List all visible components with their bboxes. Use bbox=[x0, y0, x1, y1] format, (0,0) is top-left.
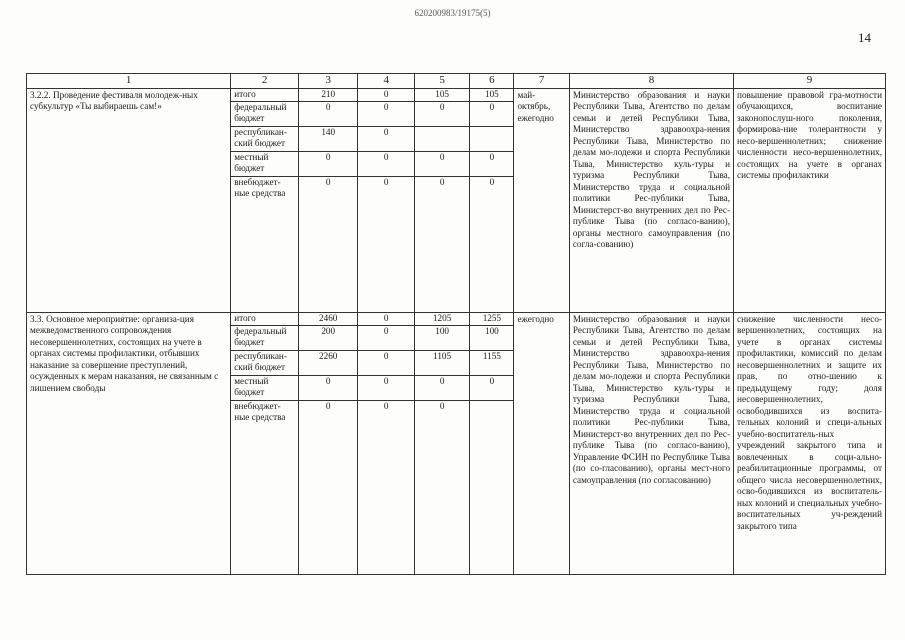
col5-values bbox=[414, 312, 469, 574]
cell-value: 0 bbox=[415, 102, 469, 127]
col-header: 2 bbox=[231, 74, 299, 89]
cell-value: 0 bbox=[358, 152, 413, 177]
cell-value: 0 bbox=[358, 376, 413, 401]
cell-value: 0 bbox=[325, 400, 331, 411]
cell-value: 0 bbox=[358, 127, 413, 152]
cell-value: 0 bbox=[470, 376, 513, 401]
source-label: местный бюджет bbox=[231, 376, 298, 401]
col-header: 3 bbox=[298, 74, 358, 89]
cell-value: 0 bbox=[358, 351, 413, 376]
cell-value: 1105 bbox=[415, 351, 469, 376]
source-label: федеральный бюджет bbox=[231, 102, 298, 127]
cell-value: 0 bbox=[358, 326, 413, 351]
col6-values bbox=[470, 312, 514, 574]
funding-sources bbox=[231, 88, 299, 312]
cell-value: 0 bbox=[439, 176, 445, 187]
cell-value: 0 bbox=[383, 400, 389, 411]
cell-value: 0 bbox=[358, 102, 413, 127]
cell-value: 0 bbox=[415, 376, 469, 401]
source-label: внебюджет-ные средства bbox=[234, 176, 286, 199]
cell-value: 1155 bbox=[470, 351, 513, 376]
cell-value: 0 bbox=[325, 176, 331, 187]
cell-value: 0 bbox=[383, 176, 389, 187]
cell-value: 140 bbox=[299, 127, 358, 152]
cell-value: 0 bbox=[299, 376, 358, 401]
program-table bbox=[26, 73, 886, 575]
cell-value: 0 bbox=[299, 102, 358, 127]
cell-value bbox=[415, 127, 469, 152]
cell-value: 105 bbox=[415, 89, 469, 102]
cell-value bbox=[470, 127, 513, 152]
col3-values bbox=[298, 312, 358, 574]
table-row bbox=[27, 312, 886, 574]
cell-value: 0 bbox=[358, 313, 413, 326]
source-label: федеральный бюджет bbox=[231, 326, 298, 351]
cell-value: 2460 bbox=[299, 313, 358, 326]
col3-values bbox=[298, 88, 358, 312]
header-row bbox=[27, 74, 886, 89]
expected-result: повышение правовой гра-мотности обучающихся, воспитание законопослуш-ного поколения, формирова-ние толерантности у несо-вершеннолетних; снижение численности несо-вершеннолетних, состоящих на учете в органах системы профилактики bbox=[734, 88, 886, 312]
cell-value: 200 bbox=[299, 326, 358, 351]
col5-values bbox=[414, 88, 469, 312]
source-label: местный бюджет bbox=[231, 152, 298, 177]
source-label: внебюджет-ные средства bbox=[234, 400, 286, 423]
col-header: 7 bbox=[514, 74, 569, 89]
period: ежегодно bbox=[514, 312, 569, 574]
expected-result: снижение численности несо-вершеннолетних, состоящих на учете в органах системы профилактики, комиссий по делам несовершеннолетних и защите их прав, по отно-шению к предыдущему году; доля несовершеннолетних, освободившихся из воспита-тельных колоний и специ-альных учебно-воспитатель-ных учреждений закрытого типа и вовлеченных в соци-ально-реабилитационные программы, от общего числа несовершеннолетних, осво-бодившихся из воспитатель-ных колоний и специальных учебно-воспитательных уч-реждений закрытого типа bbox=[734, 312, 886, 574]
source-label: республикан-ский бюджет bbox=[231, 127, 298, 152]
col-header: 5 bbox=[414, 74, 469, 89]
cell-value: 0 bbox=[415, 152, 469, 177]
measure-name: 3.2.2. Проведение фестиваля молодеж-ных субкультур «Ты выбираешь сам!» bbox=[27, 88, 231, 312]
period: май-октябрь, ежегодно bbox=[514, 88, 569, 312]
col4-values bbox=[358, 88, 414, 312]
document-id: 620200983/19175(5) bbox=[414, 8, 491, 18]
cell-value: 0 bbox=[299, 152, 358, 177]
col6-values bbox=[470, 88, 514, 312]
cell-value: 100 bbox=[470, 326, 513, 351]
cell-value: 0 bbox=[489, 176, 495, 187]
measure-name: 3.3. Основное мероприятие: организа-ция межведомственного сопровождения несовершеннолетних, состоящих на учете в органах системы профилактики, отбывших наказание за совершение преступлений, осужденных к мерам наказания, не связанным с лишением свободы bbox=[27, 312, 231, 574]
cell-value: 105 bbox=[470, 89, 513, 102]
cell-value: 2260 bbox=[299, 351, 358, 376]
executors: Министерство образования и науки Республики Тыва, Агентство по делам семьи и детей Республики Тыва, Министерство здравоохра-нения Республики Тыва, Министерство по делам мо-лодежи и спорта Республики Тыва, Министерство куль-туры и туризма Республики Тыва, Министерство труда и социальной политики Рес-публики Тыва, Министерст-во внутренних дел по Рес-публике Тыва (по согласо-ванию), органы местного самоуправления (по согла-сованию) bbox=[569, 88, 733, 312]
col-header: 9 bbox=[734, 74, 886, 89]
executors: Министерство образования и науки Республики Тыва, Агентство по делам семьи и детей Республики Тыва, Министерство здравоохра-нения Республики Тыва, Министерство по делам мо-лодежи и спорта Республики Тыва, Министерство куль-туры и туризма Республики Тыва, Министерство труда и социальной политики Рес-публики Тыва, Министерст-во внутренних дел по Рес-публике Тыва (по согласо-ванию), Управление ФСИН по Республике Тыва (по со-гласованию), органы мест-ного самоуправления (по согласованию) bbox=[569, 312, 733, 574]
source-label: республикан-ский бюджет bbox=[231, 351, 298, 376]
source-label: итого bbox=[231, 313, 298, 326]
col-header: 6 bbox=[470, 74, 514, 89]
col-header: 8 bbox=[569, 74, 733, 89]
cell-value: 0 bbox=[470, 102, 513, 127]
cell-value: 210 bbox=[299, 89, 358, 102]
cell-value: 1205 bbox=[415, 313, 469, 326]
col4-values bbox=[358, 312, 414, 574]
page-number: 14 bbox=[858, 30, 871, 45]
col-header: 1 bbox=[27, 74, 231, 89]
col-header: 4 bbox=[358, 74, 414, 89]
table-row bbox=[27, 88, 886, 312]
cell-value: 0 bbox=[470, 152, 513, 177]
cell-value: 1255 bbox=[470, 313, 513, 326]
cell-value: 0 bbox=[358, 89, 413, 102]
cell-value: 100 bbox=[415, 326, 469, 351]
cell-value: 0 bbox=[439, 400, 445, 411]
funding-sources bbox=[231, 312, 299, 574]
source-label: итого bbox=[231, 89, 298, 102]
